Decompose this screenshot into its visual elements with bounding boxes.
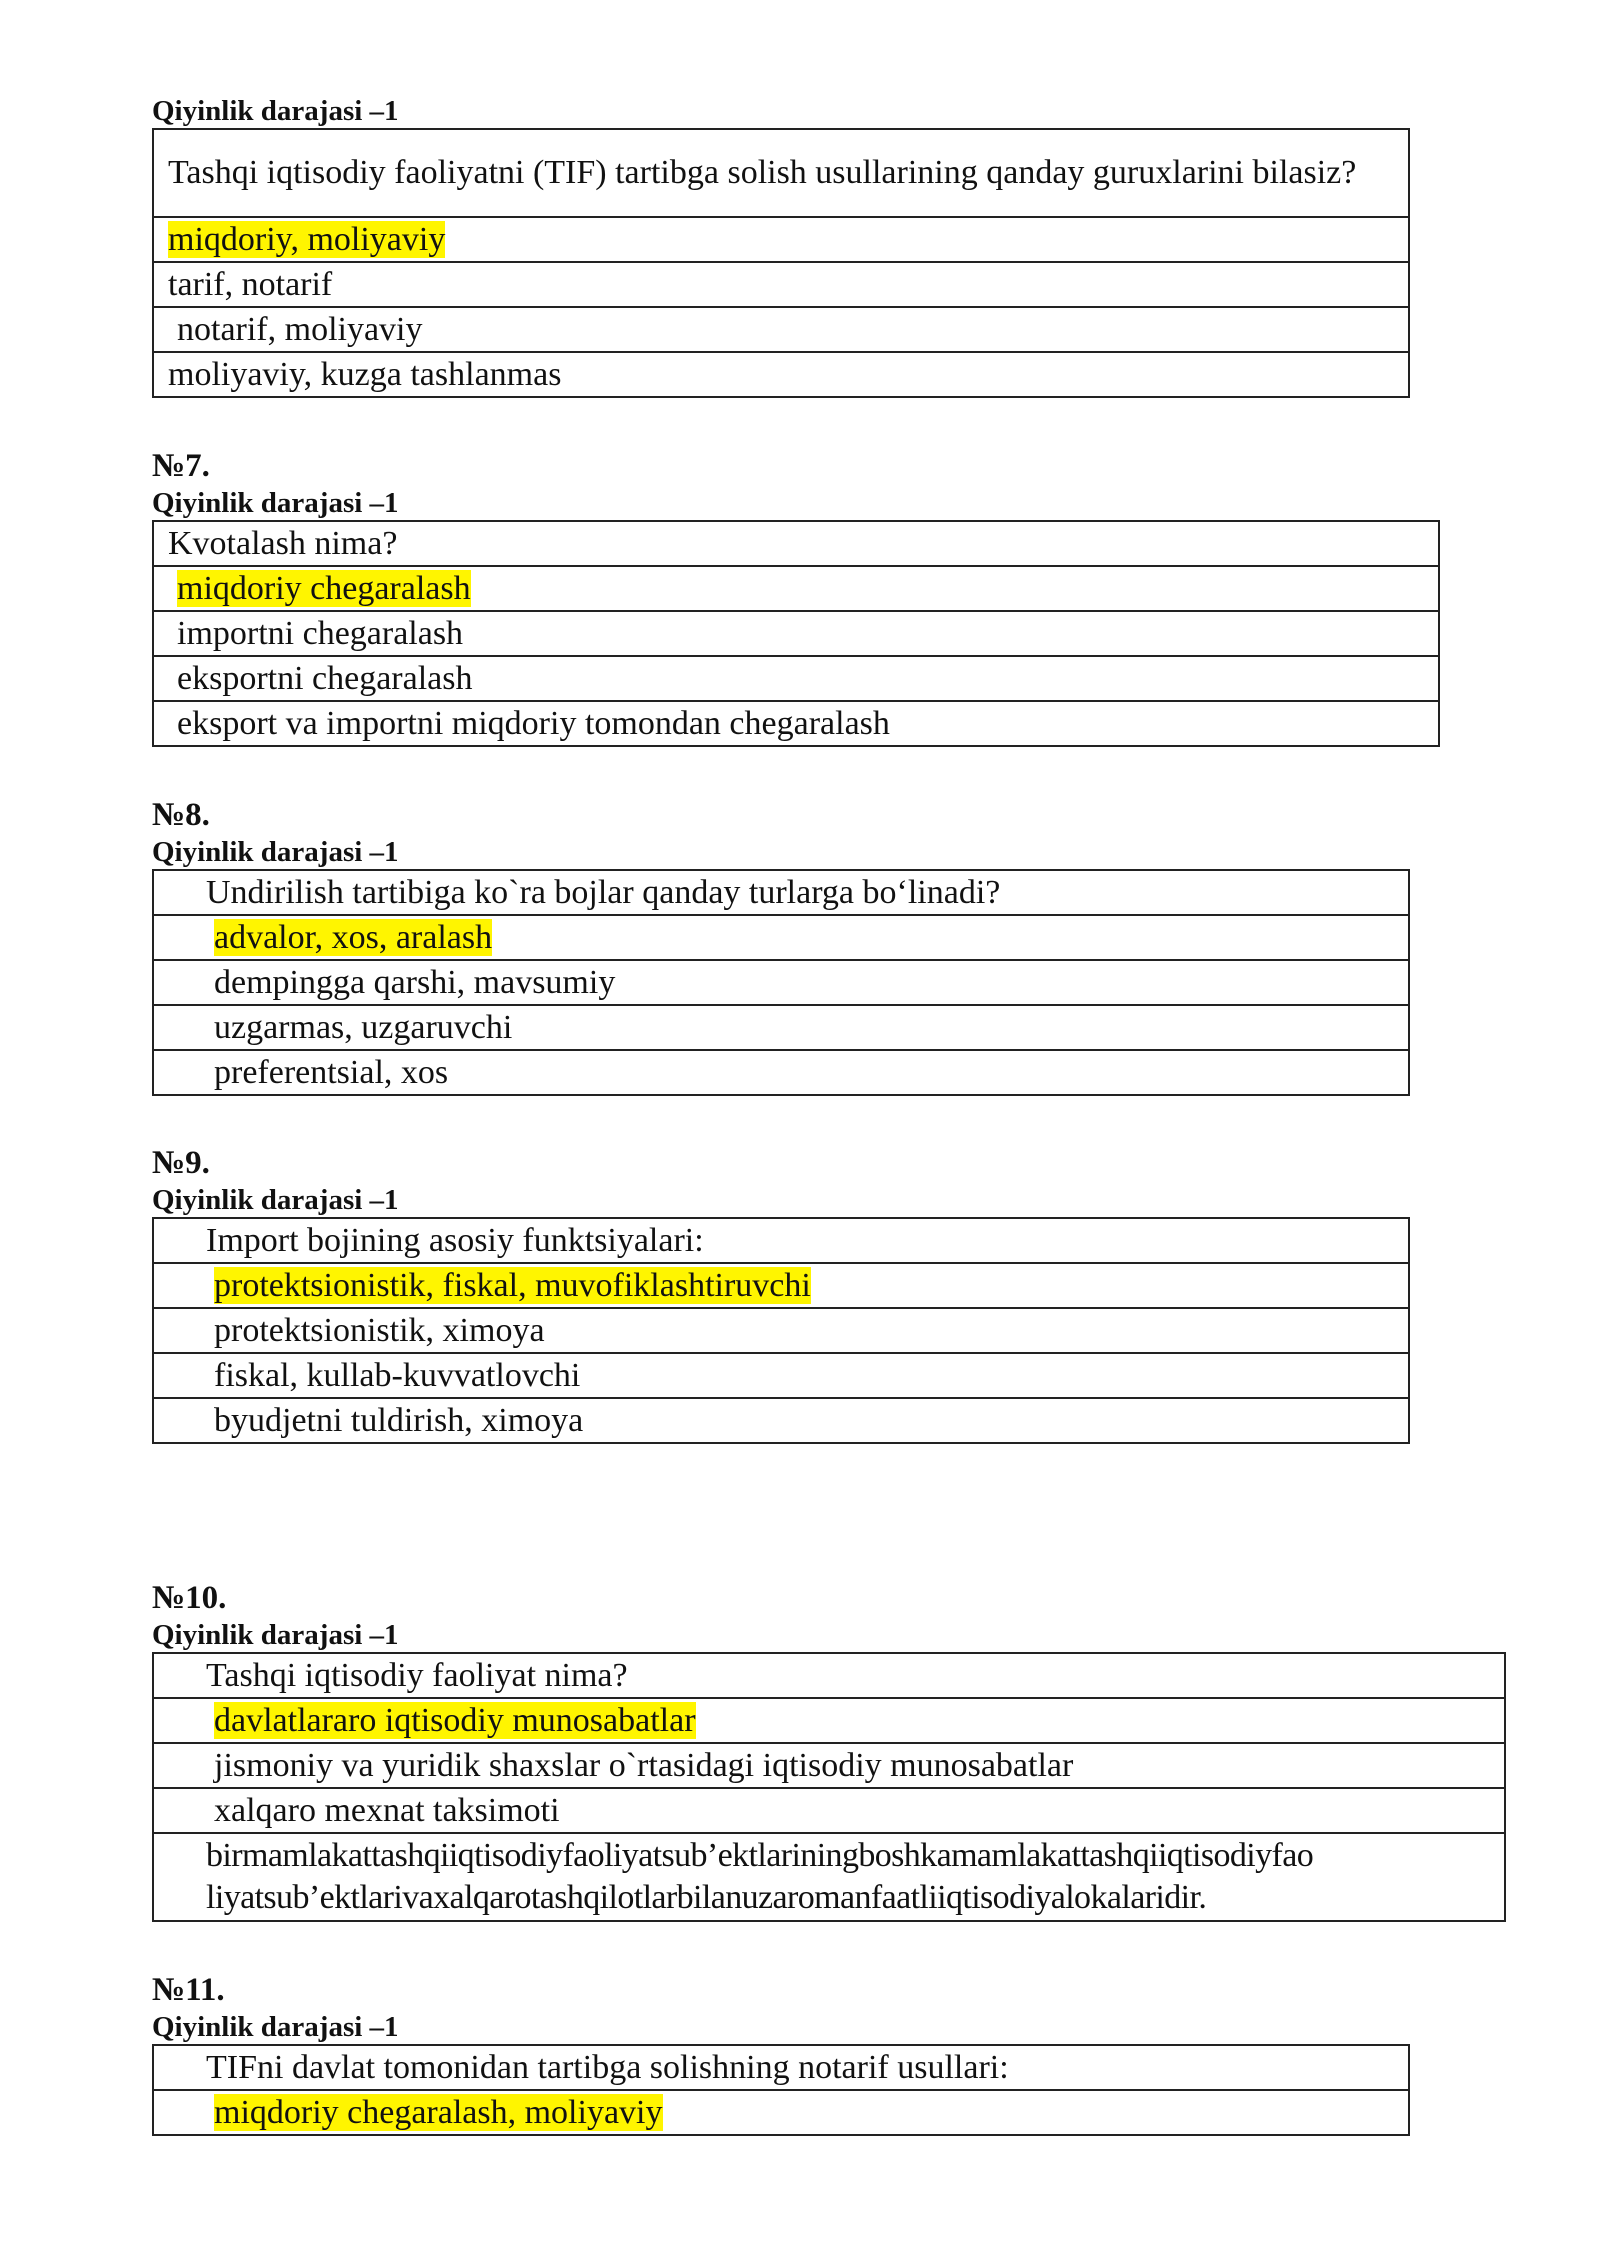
question-number: №9. bbox=[152, 1145, 210, 1181]
question-block-10 bbox=[152, 1578, 1506, 1922]
question-number: №8. bbox=[152, 797, 210, 833]
difficulty-level: Qiyinlik darajasi –1 bbox=[152, 1184, 399, 1216]
question-table bbox=[152, 128, 1410, 398]
answer-option: notarif, moliyaviy bbox=[153, 307, 1409, 352]
question-text: Import bojining asosiy funktsiyalari: bbox=[153, 1218, 1409, 1263]
question-block-11 bbox=[152, 1970, 1410, 2136]
answer-option: xalqaro mexnat taksimoti bbox=[153, 1788, 1505, 1833]
correct-answer: advalor, xos, aralash bbox=[214, 919, 493, 956]
question-block-7 bbox=[152, 446, 1440, 747]
correct-answer: davlatlararo iqtisodiy munosabatlar bbox=[214, 1702, 696, 1739]
difficulty-level: Qiyinlik darajasi –1 bbox=[152, 1619, 399, 1651]
answer-option bbox=[153, 1833, 1505, 1921]
difficulty-level: Qiyinlik darajasi –1 bbox=[152, 836, 399, 868]
question-block-8 bbox=[152, 795, 1410, 1096]
question-number: №11. bbox=[152, 1972, 225, 2008]
answer-option: protektsionistik, ximoya bbox=[153, 1308, 1409, 1353]
answer-option: uzgarmas, uzgaruvchi bbox=[153, 1005, 1409, 1050]
answer-option: eksport va importni miqdoriy tomondan chegaralash bbox=[153, 701, 1439, 746]
answer-line: birmamlakattashqiiqtisodiyfaoliyatsub’ektlariningboshkamamlakattashqiiqtisodiyfao bbox=[206, 1837, 1314, 1874]
answer-option: fiskal, kullab-kuvvatlovchi bbox=[153, 1353, 1409, 1398]
question-table bbox=[152, 869, 1410, 1096]
difficulty-level: Qiyinlik darajasi –1 bbox=[152, 487, 399, 519]
answer-option: importni chegaralash bbox=[153, 611, 1439, 656]
answer-option: dempingga qarshi, mavsumiy bbox=[153, 960, 1409, 1005]
correct-answer: miqdoriy chegaralash bbox=[177, 570, 471, 607]
question-text: Kvotalash nima? bbox=[153, 521, 1439, 566]
question-table bbox=[152, 520, 1440, 747]
question-number: №10. bbox=[152, 1580, 227, 1616]
question-number: №7. bbox=[152, 448, 210, 484]
question-table bbox=[152, 1217, 1410, 1444]
question-text: TIFni davlat tomonidan tartibga solishning notarif usullari: bbox=[153, 2045, 1409, 2090]
question-text: Tashqi iqtisodiy faoliyat nima? bbox=[153, 1653, 1505, 1698]
correct-answer: miqdoriy, moliyaviy bbox=[168, 221, 446, 258]
correct-answer: protektsionistik, fiskal, muvofiklashtiruvchi bbox=[214, 1267, 811, 1304]
answer-line: liyatsub’ektlarivaxalqarotashqilotlarbilanuzaromanfaatliiqtisodiyalokalaridir. bbox=[206, 1879, 1207, 1916]
answer-option: moliyaviy, kuzga tashlanmas bbox=[153, 352, 1409, 397]
question-block-6 bbox=[152, 94, 1410, 398]
difficulty-level: Qiyinlik darajasi –1 bbox=[152, 95, 399, 127]
question-table bbox=[152, 1652, 1506, 1922]
question-text: Undirilish tartibiga ko`ra bojlar qanday turlarga bo‘linadi? bbox=[153, 870, 1409, 915]
question-block-9 bbox=[152, 1143, 1410, 1444]
answer-option: preferentsial, xos bbox=[153, 1050, 1409, 1095]
question-table bbox=[152, 2044, 1410, 2136]
answer-option: eksportni chegaralash bbox=[153, 656, 1439, 701]
difficulty-level: Qiyinlik darajasi –1 bbox=[152, 2011, 399, 2043]
answer-option: byudjetni tuldirish, ximoya bbox=[153, 1398, 1409, 1443]
answer-option: jismoniy va yuridik shaxslar o`rtasidagi iqtisodiy munosabatlar bbox=[153, 1743, 1505, 1788]
question-text: Tashqi iqtisodiy faoliyatni (TIF) tartibga solish usullarining qanday guruxlarini bilasiz? bbox=[153, 129, 1409, 217]
answer-option: tarif, notarif bbox=[153, 262, 1409, 307]
correct-answer: miqdoriy chegaralash, moliyaviy bbox=[214, 2094, 663, 2131]
